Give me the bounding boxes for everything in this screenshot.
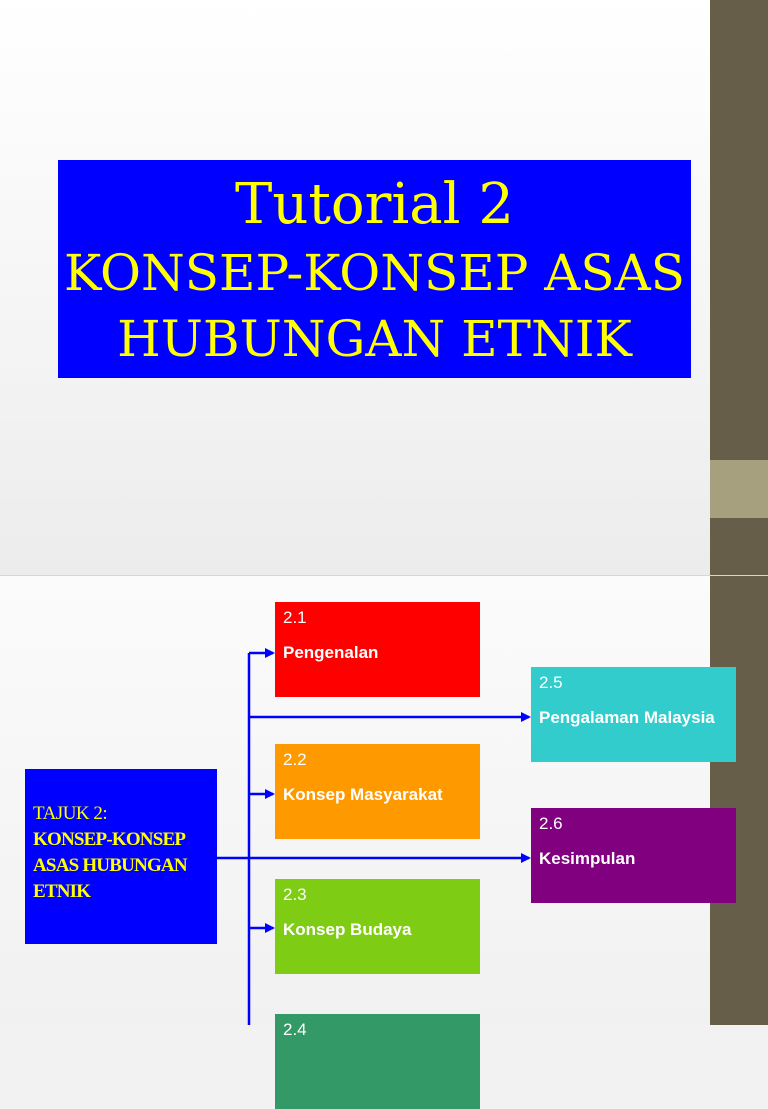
- node-label: Pengenalan: [283, 643, 379, 662]
- topic-map-slide: [0, 575, 768, 1039]
- node-label: Kesimpulan: [539, 849, 636, 868]
- node-number: 2.2: [283, 750, 307, 769]
- slide-title-line-1: Tutorial 2: [234, 172, 515, 237]
- node-number: 2.3: [283, 885, 307, 904]
- node-label: Konsep Masyarakat: [283, 785, 443, 804]
- slide-title-line-2: KONSEP-KONSEP ASAS: [63, 244, 686, 302]
- node-2-3: [275, 879, 480, 974]
- node-2-4: [275, 1014, 480, 1109]
- node-label: Pengalaman Malaysia: [539, 708, 715, 727]
- node-number: 2.4: [283, 1020, 307, 1039]
- node-2-6: [531, 808, 736, 903]
- topic-label: TAJUK 2:: [33, 803, 108, 824]
- node-number: 2.6: [539, 814, 563, 833]
- node-number: 2.5: [539, 673, 563, 692]
- slide-sidebar-accent: [710, 460, 768, 518]
- title-box: [58, 160, 691, 378]
- node-number: 2.1: [283, 608, 307, 627]
- node-2-5: [531, 667, 736, 762]
- node-2-2: [275, 744, 480, 839]
- node-2-1: [275, 602, 480, 697]
- topic-title: KONSEP-KONSEP ASAS HUBUNGAN ETNIK: [33, 829, 187, 902]
- slide-title-line-3: HUBUNGAN ETNIK: [117, 310, 632, 368]
- topic-box: [25, 769, 217, 944]
- node-label: Konsep Budaya: [283, 920, 412, 939]
